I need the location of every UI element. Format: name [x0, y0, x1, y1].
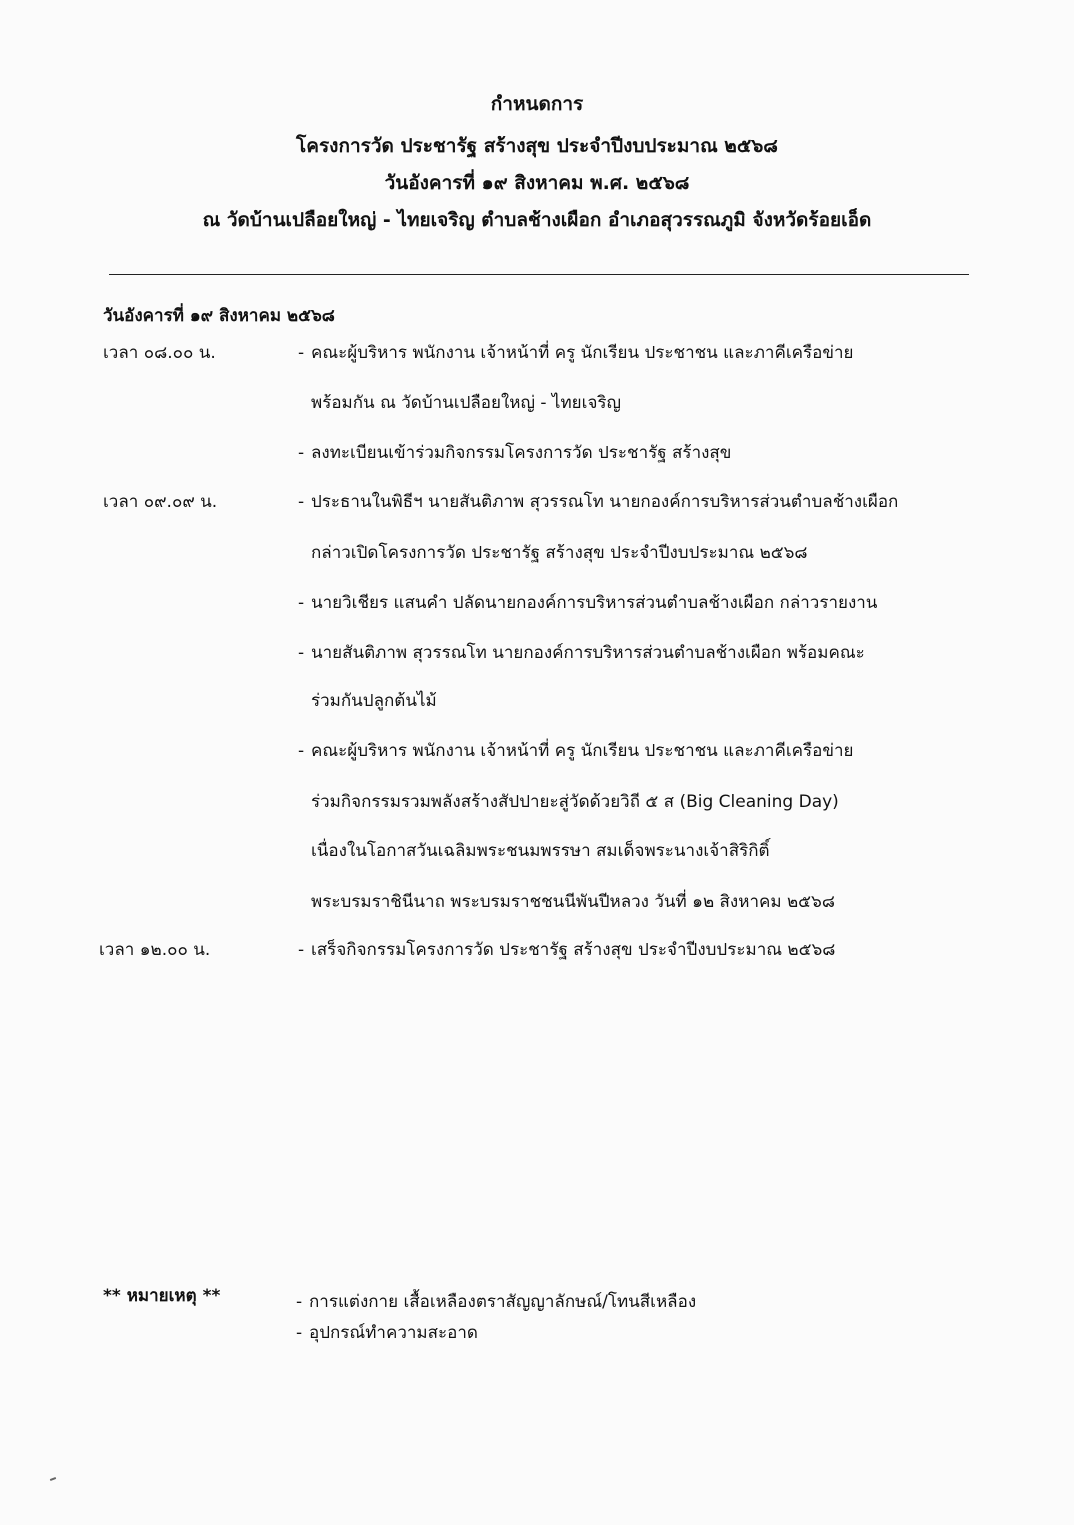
time-label: เวลา ๐๘.๐๐ น. — [103, 343, 216, 363]
document-title: กำหนดการ — [490, 93, 584, 115]
time-label: เวลา ๑๒.๐๐ น. — [99, 940, 211, 960]
schedule-item: กล่าวเปิดโครงการวัด ประชารัฐ สร้างสุข ประจำปีงบประมาณ ๒๕๖๘ — [311, 543, 808, 563]
day-heading: วันอังคารที่ ๑๙ สิงหาคม ๒๕๖๘ — [103, 306, 335, 326]
notes-label: ** หมายเหตุ ** — [103, 1286, 221, 1306]
bullet-dash: - — [298, 940, 305, 960]
schedule-item: ร่วมกิจกรรมรวมพลังสร้างสัปปายะสู่วัดด้วยวิถี ๕ ส (Big Cleaning Day) — [311, 792, 839, 812]
bullet-dash: - — [298, 443, 305, 463]
schedule-item: นายสันติภาพ สุวรรณโท นายกองค์การบริหารส่วนตำบลช้างเผือก พร้อมคณะ — [311, 643, 865, 663]
scan-speck — [50, 1477, 56, 1481]
schedule-item: พร้อมกัน ณ วัดบ้านเปลือยใหญ่ - ไทยเจริญ — [311, 393, 622, 413]
bullet-dash: - — [296, 1292, 303, 1312]
bullet-dash: - — [298, 492, 305, 512]
schedule-item: ร่วมกันปลูกต้นไม้ — [311, 691, 437, 711]
event-venue: ณ วัดบ้านเปลือยใหญ่ - ไทยเจริญ ตำบลช้างเผือก อำเภอสุวรรณภูมิ จังหวัดร้อยเอ็ด — [202, 209, 872, 231]
schedule-item: คณะผู้บริหาร พนักงาน เจ้าหน้าที่ ครู นักเรียน ประชาชน และภาคีเครือข่าย — [311, 343, 854, 363]
event-date: วันอังคารที่ ๑๙ สิงหาคม พ.ศ. ๒๕๖๘ — [384, 172, 690, 194]
project-title: โครงการวัด ประชารัฐ สร้างสุข ประจำปีงบประมาณ ๒๕๖๘ — [296, 135, 778, 157]
bullet-dash: - — [298, 343, 305, 363]
schedule-item: ประธานในพิธีฯ นายสันติภาพ สุวรรณโท นายกองค์การบริหารส่วนตำบลช้างเผือก — [311, 492, 899, 512]
header-divider — [109, 274, 969, 275]
bullet-dash: - — [298, 741, 305, 761]
schedule-item: เนื่องในโอกาสวันเฉลิมพระชนมพรรษา สมเด็จพระนางเจ้าสิริกิติ์ — [311, 841, 770, 861]
schedule-item: ลงทะเบียนเข้าร่วมกิจกรรมโครงการวัด ประชารัฐ สร้างสุข — [311, 443, 732, 463]
schedule-item: พระบรมราชินีนาถ พระบรมราชชนนีพันปีหลวง วันที่ ๑๒ สิงหาคม ๒๕๖๘ — [311, 892, 835, 912]
time-label: เวลา ๐๙.๐๙ น. — [103, 492, 218, 512]
bullet-dash: - — [298, 643, 305, 663]
note-item: การแต่งกาย เสื้อเหลืองตราสัญญาลักษณ์/โทนสีเหลือง — [309, 1292, 697, 1312]
schedule-item: นายวิเชียร แสนคำ ปลัดนายกองค์การบริหารส่วนตำบลช้างเผือก กล่าวรายงาน — [311, 593, 878, 613]
schedule-item: คณะผู้บริหาร พนักงาน เจ้าหน้าที่ ครู นักเรียน ประชาชน และภาคีเครือข่าย — [311, 741, 854, 761]
schedule-item: เสร็จกิจกรรมโครงการวัด ประชารัฐ สร้างสุข ประจำปีงบประมาณ ๒๕๖๘ — [311, 940, 836, 960]
bullet-dash: - — [296, 1323, 303, 1343]
bullet-dash: - — [298, 593, 305, 613]
note-item: อุปกรณ์ทำความสะอาด — [309, 1323, 478, 1343]
